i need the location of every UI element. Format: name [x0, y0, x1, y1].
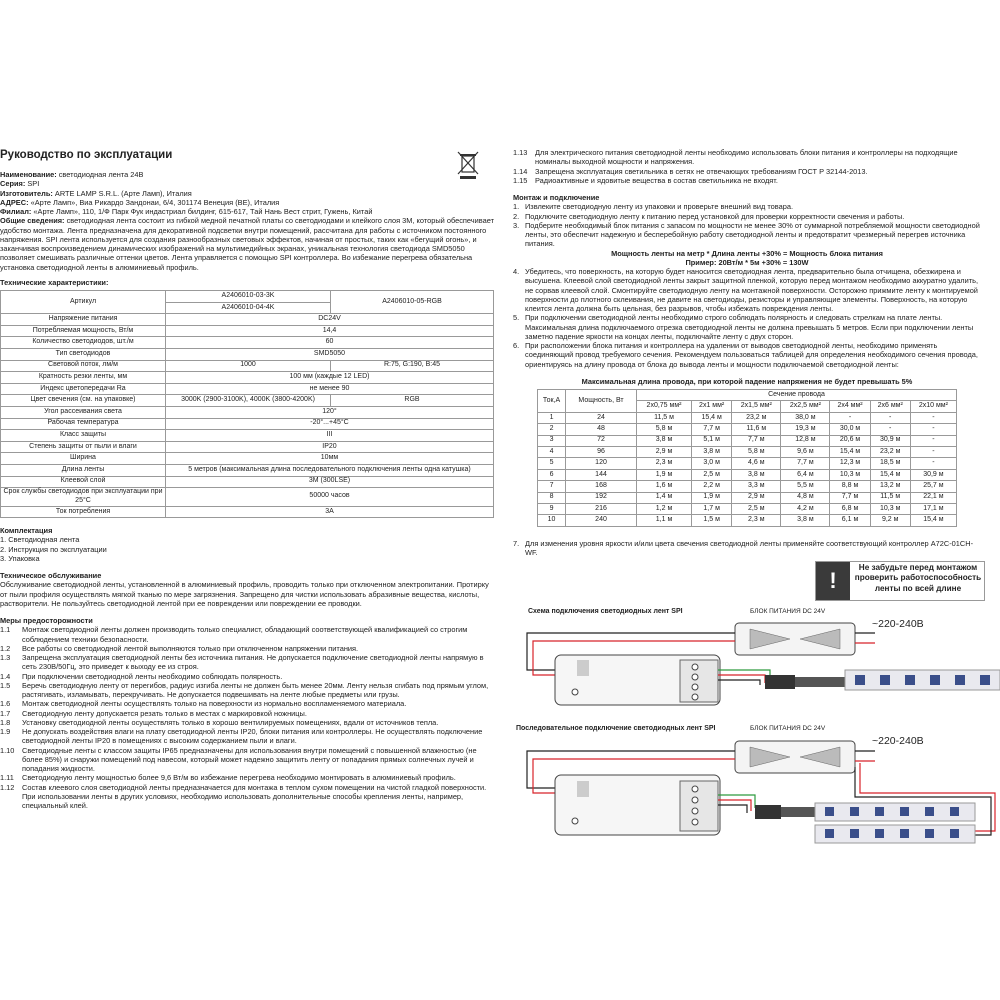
- table-cell: 192: [566, 492, 637, 503]
- table-row: [538, 412, 957, 423]
- table-cell: 2х1 мм²: [692, 401, 732, 412]
- diagram1-title: Схема подключения светодиодных лент SPI: [528, 608, 683, 615]
- table-cell: 3А: [166, 506, 494, 518]
- table-cell: Ток,А: [538, 390, 566, 413]
- table-cell: 2х6 мм²: [870, 401, 910, 412]
- service-title: Техническое обслуживание: [0, 571, 102, 581]
- table-cell: 5 метров (максимальная длина последовательного подключения ленты одна катушка): [166, 464, 494, 476]
- table-cell: 72: [566, 435, 637, 446]
- table-row: [1, 430, 494, 442]
- table-cell: 144: [566, 469, 637, 480]
- table-cell: 5,8 м: [636, 424, 691, 435]
- table-cell: 2,3 м: [636, 458, 691, 469]
- list-item: 1.4 При подключении светодиодной ленты необходимо соблюдать полярность.: [0, 671, 283, 681]
- table-row: [1, 418, 494, 430]
- power-supply: [735, 741, 855, 773]
- table-row: [1, 441, 494, 453]
- diagram1-wiring: [515, 615, 1000, 720]
- table-cell: 12,3 м: [830, 458, 870, 469]
- table-cell: III: [166, 430, 494, 442]
- table-row: [1, 453, 494, 465]
- table-cell: 3,3 м: [732, 481, 781, 492]
- table-cell: 7: [538, 481, 566, 492]
- warning-text: Не забудьте перед монтажом проверить работоспособность ленты по всей длине: [854, 563, 982, 593]
- table-cell: 9,6 м: [781, 446, 830, 457]
- list-item: 2. Инструкция по эксплуатации: [0, 544, 107, 554]
- example: Пример: 20Вт/м * 5м +30% = 130W: [685, 257, 809, 267]
- table-cell: 1,1 м: [636, 515, 691, 526]
- table-row: [538, 435, 957, 446]
- table-cell: A2406010-04-4K: [166, 302, 331, 314]
- table-cell: 4,2 м: [781, 503, 830, 514]
- specs-table: [0, 290, 494, 518]
- table-cell: Кратность резки ленты, мм: [1, 372, 166, 384]
- table-cell: Рабочая температура: [1, 418, 166, 430]
- table-cell: 10,3 м: [870, 503, 910, 514]
- warning-box: [815, 561, 985, 601]
- table-cell: 2х2,5 мм²: [781, 401, 830, 412]
- table-row: [1, 476, 494, 488]
- safety-title: Меры предосторожности: [0, 616, 93, 626]
- table-cell: Мощность, Вт: [566, 390, 637, 413]
- table-cell: 3,8 м: [692, 446, 732, 457]
- table-cell: 2,3 м: [732, 515, 781, 526]
- list-item: 1.12 Состав клеевого слоя светодиодной ленты предназначается для монтажа в теплом сухом помещении на чистой гладкой поверхности. При использовании ленты в других условиях, необходимо использовать дополнительные способы крепления ленты, например, специальный клей.: [0, 782, 487, 811]
- table-cell: 96: [566, 446, 637, 457]
- table-cell: Количество светодиодов, шт./м: [1, 337, 166, 349]
- table-cell: 30,9 м: [910, 469, 956, 480]
- table-row: [1, 360, 494, 372]
- table-cell: 2х4 мм²: [830, 401, 870, 412]
- table-cell: Клеевой слой: [1, 476, 166, 488]
- table-cell: 2,5 м: [692, 469, 732, 480]
- table-cell: 120: [566, 458, 637, 469]
- table-cell: 11,5 м: [870, 492, 910, 503]
- table-cell: не менее 90: [166, 383, 494, 395]
- table-cell: A2406010-05-RGB: [331, 291, 494, 314]
- table-cell: 23,2 м: [732, 412, 781, 423]
- table-cell: Степень защиты от пыли и влаги: [1, 441, 166, 453]
- table-cell: 24: [566, 412, 637, 423]
- table-cell: 1000: [166, 360, 331, 372]
- table-row: [538, 469, 957, 480]
- table-row: [1, 348, 494, 360]
- exclamation-icon: !: [816, 562, 850, 600]
- table-row: [1, 383, 494, 395]
- table-cell: 13,2 м: [870, 481, 910, 492]
- table-cell: 22,1 м: [910, 492, 956, 503]
- table-cell: Ток потребления: [1, 506, 166, 518]
- list-item: 3. Упаковка: [0, 553, 40, 563]
- table-cell: -: [910, 446, 956, 457]
- table-cell: 2,5 м: [732, 503, 781, 514]
- table-cell: 3,8 м: [781, 515, 830, 526]
- table-cell: 23,2 м: [870, 446, 910, 457]
- table-cell: 30,0 м: [830, 424, 870, 435]
- table-cell: A2406010-03-3K: [166, 291, 331, 303]
- table-cell: -: [870, 424, 910, 435]
- controller: [555, 775, 720, 835]
- table-cell: R:75, G:190, B:45: [331, 360, 494, 372]
- table-cell: 15,4 м: [870, 469, 910, 480]
- table-cell: Длина ленты: [1, 464, 166, 476]
- table-cell: 100 мм (каждые 12 LED): [166, 372, 494, 384]
- table-cell: 8: [538, 492, 566, 503]
- table-cell: 1,7 м: [692, 503, 732, 514]
- table-cell: 15,4 м: [910, 515, 956, 526]
- table-cell: 1: [538, 412, 566, 423]
- diagram1-mains-label: ~220-240В: [872, 618, 924, 630]
- table-row: [1, 325, 494, 337]
- table-cell: 14,4: [166, 325, 494, 337]
- table-cell: 20,6 м: [830, 435, 870, 446]
- table-cell: 10мм: [166, 453, 494, 465]
- header-line: АДРЕС: «Арте Ламп», Виа Рикардо Зандонаи, 6/4, 301174 Венеция (ВЕ), Италия: [0, 197, 280, 207]
- table-cell: 19,3 м: [781, 424, 830, 435]
- specs-title: Технические характеристики:: [0, 277, 109, 287]
- table-cell: 5,1 м: [692, 435, 732, 446]
- table-cell: Сечение провода: [636, 390, 956, 401]
- table-row: [1, 406, 494, 418]
- table-cell: 2: [538, 424, 566, 435]
- table-cell: 7,7 м: [732, 435, 781, 446]
- diagram2-wiring: [515, 733, 1000, 858]
- table-cell: 216: [566, 503, 637, 514]
- diagram2-psu-label: БЛОК ПИТАНИЯ DC 24V: [750, 725, 826, 732]
- list-item: 1.15 Радиоактивные и ядовитые вещества в состав светильника не входят.: [513, 175, 778, 185]
- table-cell: Класс защиты: [1, 430, 166, 442]
- wire-table: [537, 389, 957, 527]
- table-cell: 240: [566, 515, 637, 526]
- table-cell: 10: [538, 515, 566, 526]
- list-item: 1.3 Запрещена эксплуатация светодиодной ленты без источника питания. Не допускается подключение светодиодной ленты напрямую в сеть 230В/50Гц, это приведет к выходу ее из строя.: [0, 653, 484, 672]
- table-cell: 5,5 м: [781, 481, 830, 492]
- header-line: Серия: SPI: [0, 179, 40, 189]
- table-cell: Артикул: [1, 291, 166, 314]
- table-row: [1, 488, 494, 507]
- table-row: [538, 390, 957, 401]
- table-cell: Тип светодиодов: [1, 348, 166, 360]
- header-line: Наименование: светодиодная лента 24В: [0, 170, 144, 179]
- table-cell: 1,5 м: [692, 515, 732, 526]
- table-cell: 9,2 м: [870, 515, 910, 526]
- list-item: 1.6 Монтаж светодиодной ленты осуществлять только на поверхности из нормально воспламеняемого материала.: [0, 699, 407, 709]
- table-cell: 6,1 м: [830, 515, 870, 526]
- list-item: 1.2 Все работы со светодиодной лентой выполняются только при отключенном напряжении питания.: [0, 643, 359, 653]
- diagram2-mains-label: ~220-240В: [872, 735, 924, 747]
- table-cell: 30,9 м: [870, 435, 910, 446]
- led-strip: [815, 803, 975, 821]
- table-cell: 12,8 м: [781, 435, 830, 446]
- table-row: [1, 395, 494, 407]
- table-row: [1, 291, 494, 303]
- table-cell: -: [870, 412, 910, 423]
- list-item: 2. Подключите светодиодную ленту к питанию перед установкой для проверки корректности свечения и работы.: [513, 211, 905, 221]
- list-item: 3. Подберите необходимый блок питания с запасом по мощности не менее 30% от суммарной потребляемой мощности светодиодной ленты, это обеспечит надежную и бесперебойную работу светодиодной ленты и предотвратит чрезмерный перегрев источника питания.: [513, 220, 980, 249]
- right-column: [513, 148, 981, 557]
- table-cell: 2,9 м: [636, 446, 691, 457]
- table-cell: 2,2 м: [692, 481, 732, 492]
- table-cell: 38,0 м: [781, 412, 830, 423]
- list-item: 5. При подключении светодиодной ленты необходимо строго соблюдать полярность и следовать стрелкам на плате ленты. Максимальная длина подключаемого отрезка светодиодной ленты не должна превышать 5 метров. Если при подключении ленты заметно падение яркости на концах ленты, подключайте ленту с двух сторон.: [513, 313, 974, 341]
- header-line: Изготовитель: ARTE LAMP S.R.L. (Арте Ламп), Италия: [0, 188, 192, 198]
- table-cell: DC24V: [166, 314, 494, 326]
- table-cell: 1,9 м: [636, 469, 691, 480]
- formula: Мощность ленты на метр * Длина ленты +30% = Мощность блока питания: [611, 248, 883, 258]
- list-item: 1.5 Беречь светодиодную ленту от перегибов, радиус изгиба ленты не должен быть менее 20мм. Ленту нельзя сгибать под прямым углом, растягивать, изламывать, перекручивать. Не допускается подвешивать на ленте любые предметы или грузы.: [0, 680, 489, 700]
- table-row: [538, 503, 957, 514]
- list-item: 1.7 Светодиодную ленту допускается резать только в местах с маркировкой ножницы.: [0, 708, 307, 718]
- table-row: [538, 458, 957, 469]
- table-cell: Ширина: [1, 453, 166, 465]
- table-cell: 6,8 м: [830, 503, 870, 514]
- table-cell: 7,7 м: [830, 492, 870, 503]
- table-cell: 48: [566, 424, 637, 435]
- header-line: Филиал: «Арте Ламп», 110, 1/Ф Парк Фук индастриал билдинг, 615-617, Тай Нань Вест стрит, Гужень, Китай: [0, 207, 373, 216]
- table-cell: 15,4 м: [830, 446, 870, 457]
- table-cell: 3,8 м: [732, 469, 781, 480]
- table-cell: 8,8 м: [830, 481, 870, 492]
- wire-table-title: Максимальная длина провода, при которой падение напряжения не будет превышать 5%: [581, 376, 913, 386]
- table-cell: Напряжение питания: [1, 314, 166, 326]
- table-row: [538, 515, 957, 526]
- table-cell: 3М (300LSE): [166, 476, 494, 488]
- mount-step-7: 7. Для изменения уровня яркости и/или цвета свечения светодиодной ленты применяйте соответствующий контроллер A72C-01CH-WF.: [513, 538, 974, 557]
- table-row: [538, 492, 957, 503]
- kit-title: Комплектация: [0, 526, 53, 536]
- table-cell: Срок службы светодиодов при эксплуатации при 25°С: [1, 488, 166, 507]
- table-cell: SMD5050: [166, 348, 494, 360]
- diagram2-title: Последовательное подключение светодиодных лент SPI: [516, 725, 716, 732]
- table-cell: 5,8 м: [732, 446, 781, 457]
- table-row: [538, 424, 957, 435]
- controller: [555, 655, 720, 705]
- table-row: [1, 337, 494, 349]
- table-cell: 1,2 м: [636, 503, 691, 514]
- page-title: Руководство по эксплуатации: [0, 149, 173, 161]
- table-cell: Индекс цветопередачи Ra: [1, 383, 166, 395]
- table-cell: 120°: [166, 406, 494, 418]
- table-cell: -20°...+45°C: [166, 418, 494, 430]
- table-cell: 1,4 м: [636, 492, 691, 503]
- list-item: 1.1 Монтаж светодиодной ленты должен производить только специалист, обладающий соответствующей квалификацией со строгим соблюдением техники безопасности.: [0, 625, 468, 644]
- table-cell: 11,5 м: [636, 412, 691, 423]
- mount-title: Монтаж и подключение: [513, 193, 600, 202]
- table-cell: 9: [538, 503, 566, 514]
- table-cell: 18,5 м: [870, 458, 910, 469]
- table-cell: 1,6 м: [636, 481, 691, 492]
- table-cell: Потребляемая мощность, Вт/м: [1, 325, 166, 337]
- table-cell: Угол рассеивания света: [1, 406, 166, 418]
- table-cell: -: [910, 435, 956, 446]
- list-item: 1. Светодиодная лента: [0, 535, 80, 545]
- table-cell: 2х10 мм²: [910, 401, 956, 412]
- table-cell: 168: [566, 481, 637, 492]
- table-cell: 3: [538, 435, 566, 446]
- led-strip: [845, 670, 1000, 690]
- table-cell: Световой поток, лм/м: [1, 360, 166, 372]
- table-cell: 3,8 м: [636, 435, 691, 446]
- table-cell: 6: [538, 469, 566, 480]
- table-cell: -: [910, 458, 956, 469]
- led-strip: [815, 825, 975, 843]
- service-text: Обслуживание светодиодной ленты, установленной в алюминиевый профиль, проводить только при отключенном электропитании. Протирку от пыли профиля осуществлять мягкой тканью по мере загрязнения. Запрещено для чистки использовать абразивные вещества, кислоты, растворители. Не пользуйтесь светодиодной лентой при ее повреждении или повреждении ее проводки.: [0, 580, 489, 608]
- table-cell: 6,4 м: [781, 469, 830, 480]
- table-cell: 3000K (2900-3100K), 4000K (3800-4200K): [166, 395, 331, 407]
- table-row: [538, 481, 957, 492]
- left-column: [0, 170, 494, 810]
- table-cell: -: [830, 412, 870, 423]
- table-cell: Цвет свечения (см. на упаковке): [1, 395, 166, 407]
- table-cell: -: [910, 424, 956, 435]
- list-item: 1.8 Установку светодиодной ленты осуществлять только в хорошо вентилируемых помещениях, вдали от источников тепла.: [0, 717, 439, 727]
- table-cell: IP20: [166, 441, 494, 453]
- list-item: 1.14 Запрещена эксплуатация светильника в сетях не отвечающих требованиям ГОСТ Р 32144-2013.: [513, 166, 868, 176]
- table-cell: 5: [538, 458, 566, 469]
- table-cell: RGB: [331, 395, 494, 407]
- table-cell: 2,9 м: [732, 492, 781, 503]
- table-row: [1, 506, 494, 518]
- table-row: [538, 446, 957, 457]
- general-info: Общие сведения: светодиодная лента состоит из гибкой медной печатной платы со светодиодами и клейкого слоя 3М, который обеспечивает удобство монтажа. Лента предназначена для декоративной подсветки внутри помещений, рассчитана для работы с источником постоянного напряжения. SPI лента используется для создания разнообразных световых эффектов, начиная от простых, таких как «бегущий огонь», и заканчивая воспроизведением динамических изображений на мультимедийных экранах, уникальная технология светодиода SMD5050 позволяет смешивать различные оттенки цветов. Лента управляется с помощью SPI контроллера. Во избежание перегрева обязательна установка светодиодной ленты в алюминиевый профиль.: [0, 216, 494, 272]
- list-item: 1.11 Светодиодную ленту мощностью более 9,6 Вт/м во избежание перегрева необходимо монтировать в алюминиевый профиль.: [0, 773, 456, 783]
- table-cell: -: [910, 412, 956, 423]
- table-cell: 50000 часов: [166, 488, 494, 507]
- table-cell: 60: [166, 337, 494, 349]
- table-cell: 17,1 м: [910, 503, 956, 514]
- table-cell: 10,3 м: [830, 469, 870, 480]
- list-item: 1.10 Светодиодные ленты с классом защиты IP65 предназначены для использования внутри помещений с повышенной влажностью (не более 85%) и снаружи помещений под навесом, который может надежно защитить ленту от попадания прямых солнечных лучей и попадания жидкости.: [0, 745, 477, 774]
- table-cell: 2х0,75 мм²: [636, 401, 691, 412]
- table-row: [1, 314, 494, 326]
- table-cell: 7,7 м: [781, 458, 830, 469]
- list-item: 1. Извлеките светодиодную ленту из упаковки и проверьте внешний вид товара.: [513, 202, 794, 212]
- table-cell: 3,0 м: [692, 458, 732, 469]
- power-supply: [735, 623, 855, 655]
- table-row: [1, 372, 494, 384]
- list-item: 6. При расположении блока питания и контроллера на удалении от выводов светодиодной ленты, необходимо применять соединяющий провод требуемого сечения. Рекомендуем пользоваться таблицей для определения необходимого сечения провода, ориентируясь на длину провода от блока до вывода ленты и мощности подключаемой светодиодной ленты:: [513, 341, 978, 369]
- table-cell: 25,7 м: [910, 481, 956, 492]
- table-cell: 7,7 м: [692, 424, 732, 435]
- table-cell: 4,8 м: [781, 492, 830, 503]
- table-cell: 11,6 м: [732, 424, 781, 435]
- table-cell: 1,9 м: [692, 492, 732, 503]
- table-cell: 4,6 м: [732, 458, 781, 469]
- list-item: 4. Убедитесь, что поверхность, на которую будет наносится светодиодная лента, предварительно была отчищена, обезжирена и высушена. Клеевой слой светодиодной ленты закрыт защитной пленкой, которую перед монтажом необходимо аккуратно удалить, не сорвав клеевой слой. Смонтируйте светодиодную ленту на монтажной поверхности. Осторожно прижмите ленту к монтируемой поверхности до плотного склеивания, не давите на светодиоды, резисторы и управляющие элементы. Поверхность, на которую клеится лента должна быть цельная, без разрывов, чтобы избежать повреждения ленты.: [513, 267, 979, 313]
- table-cell: 15,4 м: [692, 412, 732, 423]
- list-item: 1.13 Для электрического питания светодиодной ленты необходимо использовать блоки питания и контроллеры на подходящие номиналы выходной мощности и напряжения.: [513, 148, 958, 167]
- list-item: 1.9 Не допускать воздействия влаги на плату светодиодной ленты IP20, блоки питания или контроллеры. Не осуществлять подключение светодиодной ленты IP20 в помещениях с высоким содержанием пыли и влаги.: [0, 727, 483, 746]
- table-cell: 4: [538, 446, 566, 457]
- table-row: [1, 464, 494, 476]
- table-cell: 2х1,5 мм²: [732, 401, 781, 412]
- diagram1-psu-label: БЛОК ПИТАНИЯ DC 24V: [750, 608, 826, 615]
